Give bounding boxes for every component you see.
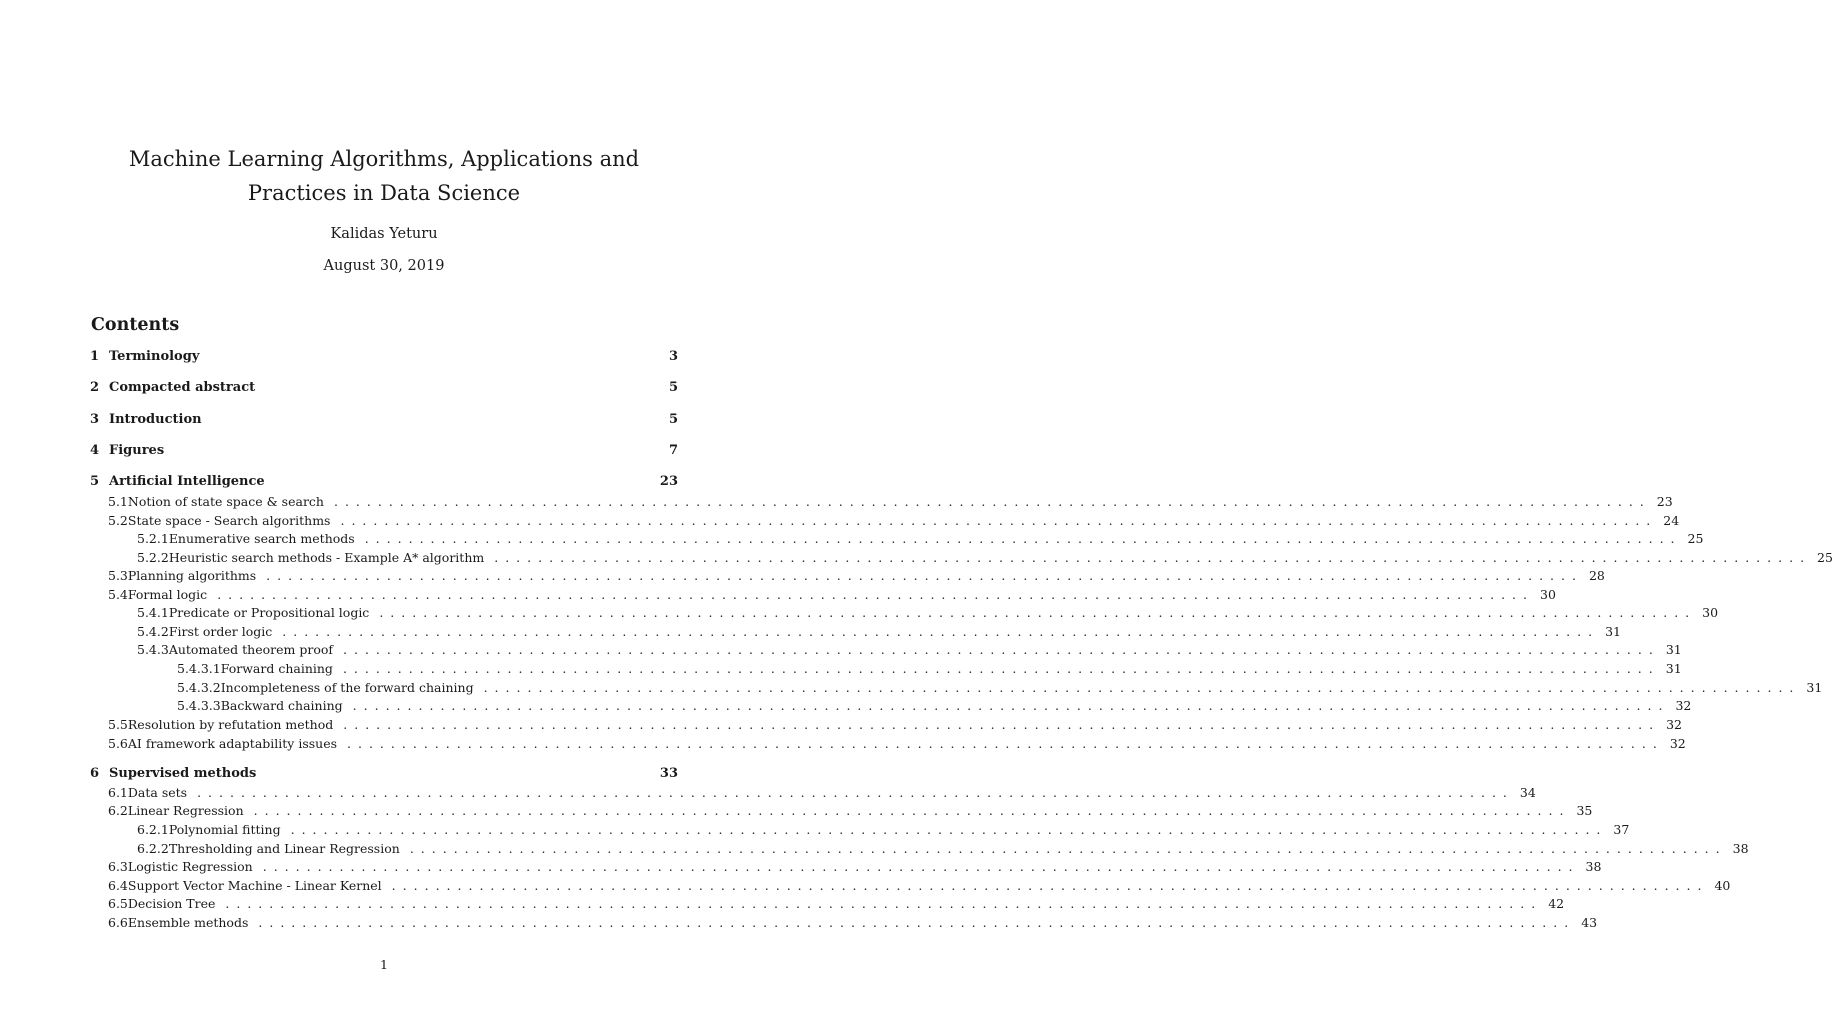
- toc-label: Artificial Intelligence: [109, 474, 265, 489]
- toc-number: 6.4: [108, 878, 128, 893]
- toc-page-number: 38: [1585, 859, 1602, 874]
- toc-number: 1: [90, 349, 100, 364]
- toc-number: 6.2.1: [137, 822, 169, 837]
- toc-page-number: 25: [1687, 531, 1704, 546]
- toc-number: 5.4.3.3: [177, 698, 221, 713]
- document-title: Machine Learning Algorithms, Applications and Practices in Data Science: [128, 147, 640, 205]
- toc-number: 5.5: [108, 717, 128, 732]
- toc-entry[interactable]: [108, 736, 1686, 754]
- toc-page-number: 25: [1817, 550, 1833, 565]
- toc-entry[interactable]: [137, 642, 1682, 660]
- toc-page-number: 38: [1732, 841, 1749, 856]
- toc-label: Data sets: [127, 785, 188, 800]
- toc-page-number: 30: [1702, 605, 1719, 620]
- toc-page-number: 5: [668, 380, 678, 395]
- toc-number: 6.1: [108, 785, 128, 800]
- toc-page-number: 31: [1665, 642, 1682, 657]
- toc-number: 6.2: [108, 803, 128, 818]
- toc-page-number: 23: [659, 474, 678, 489]
- toc-number: 5.2.1: [137, 531, 169, 546]
- toc-page-number: 7: [668, 443, 678, 458]
- toc-page-number: 42: [1548, 896, 1565, 911]
- toc-number: 3: [90, 412, 100, 427]
- toc-page-number: 5: [668, 412, 678, 427]
- toc-leader-dots: ........................................................................................................................: [253, 803, 1571, 818]
- toc-number: 5.4.2: [137, 624, 169, 639]
- toc-leader-dots: ........................................................................................................................: [290, 822, 1608, 837]
- toc-page-number: 33: [659, 766, 678, 781]
- toc-entry[interactable]: [90, 474, 678, 492]
- document-date: August 30, 2019: [323, 258, 445, 274]
- toc-entry[interactable]: [90, 349, 678, 367]
- toc-label: Resolution by refutation method: [127, 717, 334, 732]
- toc-page-number: 40: [1714, 878, 1731, 893]
- toc-leader-dots: ........................................................................................................................: [494, 550, 1812, 565]
- toc-leader-dots: ........................................................................................................................: [266, 568, 1583, 583]
- toc-entry[interactable]: [90, 766, 678, 784]
- toc-number: 5.4.1: [137, 605, 169, 620]
- toc-label: Predicate or Propositional logic: [168, 605, 370, 620]
- toc-label: Polynomial fitting: [168, 822, 281, 837]
- toc-label: AI framework adaptability issues: [127, 736, 338, 751]
- toc-entry[interactable]: [108, 785, 1536, 803]
- toc-leader-dots: ........................................................................................................................: [391, 878, 1709, 893]
- toc-number: 6.3: [108, 859, 128, 874]
- toc-number: 6: [90, 766, 100, 781]
- toc-label: First order logic: [168, 624, 273, 639]
- contents-heading: Contents: [91, 315, 180, 335]
- toc-page-number: 24: [1663, 513, 1680, 528]
- toc-number: 5.4.3: [137, 642, 169, 657]
- toc-number: 5.2: [108, 513, 128, 528]
- toc-page-number: 31: [1605, 624, 1621, 639]
- toc-page-number: 35: [1576, 803, 1593, 818]
- toc-number: 5.4.3.2: [177, 680, 221, 695]
- toc-page-number: 32: [1666, 717, 1682, 732]
- toc-label: State space - Search algorithms: [127, 513, 331, 528]
- toc-leader-dots: ........................................................................................................................: [225, 896, 1543, 911]
- toc-entry[interactable]: [108, 587, 1556, 605]
- toc-label: Support Vector Machine - Linear Kernel: [127, 878, 382, 893]
- toc-number: 6.5: [108, 896, 128, 911]
- toc-number: 5: [90, 474, 100, 489]
- toc-entry[interactable]: [177, 680, 1823, 698]
- toc-entry[interactable]: [108, 915, 1598, 933]
- toc-label: Heuristic search methods - Example A* algorithm: [168, 550, 485, 565]
- toc-number: 5.3: [108, 568, 128, 583]
- toc-leader-dots: ........................................................................................................................: [347, 736, 1664, 751]
- toc-leader-dots: ........................................................................................................................: [197, 785, 1514, 800]
- toc-leader-dots: ........................................................................................................................: [342, 661, 1660, 676]
- toc-label: Forward chaining: [220, 661, 333, 676]
- toc-label: Notion of state space & search: [127, 494, 324, 509]
- toc-leader-dots: ........................................................................................................................: [340, 513, 1658, 528]
- toc-entry[interactable]: [108, 896, 1565, 914]
- toc-page-number: 43: [1581, 915, 1598, 930]
- toc-entry[interactable]: [108, 859, 1602, 877]
- toc-leader-dots: ........................................................................................................................: [217, 587, 1534, 602]
- toc-page-number: 23: [1656, 494, 1673, 509]
- toc-number: 6.6: [108, 915, 128, 930]
- toc-label: Incompleteness of the forward chaining: [220, 680, 474, 695]
- toc-entry[interactable]: [108, 494, 1673, 512]
- toc-entry[interactable]: [177, 698, 1692, 716]
- toc-entry[interactable]: [90, 380, 678, 398]
- toc-label: Ensemble methods: [127, 915, 249, 930]
- toc-label: Backward chaining: [220, 698, 343, 713]
- toc-page-number: 32: [1675, 698, 1692, 713]
- toc-label: Supervised methods: [109, 766, 257, 781]
- page-number: 1: [380, 957, 388, 972]
- toc-entry[interactable]: [137, 531, 1704, 549]
- toc-entry[interactable]: [137, 605, 1719, 623]
- toc-entry[interactable]: [108, 568, 1605, 586]
- toc-leader-dots: ........................................................................................................................: [364, 531, 1682, 546]
- toc-label: Introduction: [109, 412, 202, 427]
- toc-entry[interactable]: [108, 513, 1680, 531]
- toc-leader-dots: ........................................................................................................................: [262, 859, 1580, 874]
- toc-page-number: 32: [1669, 736, 1686, 751]
- toc-entry[interactable]: [108, 878, 1731, 896]
- toc-label: Decision Tree: [127, 896, 216, 911]
- toc-entry[interactable]: [177, 661, 1682, 679]
- toc-entry[interactable]: [90, 412, 678, 430]
- toc-page-number: 31: [1665, 661, 1682, 676]
- toc-leader-dots: ........................................................................................................................: [343, 642, 1660, 657]
- toc-page-number: 31: [1806, 680, 1823, 695]
- toc-entry[interactable]: [90, 443, 678, 461]
- toc-entry[interactable]: [137, 841, 1749, 859]
- toc-label: Enumerative search methods: [168, 531, 355, 546]
- toc-label: Figures: [109, 443, 165, 458]
- toc-page-number: 34: [1519, 785, 1536, 800]
- toc-label: Formal logic: [127, 587, 208, 602]
- toc-entry[interactable]: [108, 803, 1593, 821]
- toc-page-number: 3: [668, 349, 678, 364]
- toc-leader-dots: ........................................................................................................................: [333, 494, 1651, 509]
- toc-entry[interactable]: [137, 822, 1630, 840]
- toc-label: Linear Regression: [127, 803, 244, 818]
- document-author: Kalidas Yeturu: [330, 226, 438, 242]
- toc-number: 5.2.2: [137, 550, 169, 565]
- toc-leader-dots: ........................................................................................................................: [352, 698, 1670, 713]
- toc-leader-dots: ........................................................................................................................: [282, 624, 1600, 639]
- toc-label: Planning algorithms: [127, 568, 257, 583]
- toc-number: 6.2.2: [137, 841, 169, 856]
- toc-page-number: 37: [1613, 822, 1630, 837]
- toc-leader-dots: ........................................................................................................................: [343, 717, 1661, 732]
- toc-label: Thresholding and Linear Regression: [168, 841, 400, 856]
- toc-entry[interactable]: [137, 550, 1833, 568]
- toc-page-number: 28: [1588, 568, 1605, 583]
- toc-number: 5.6: [108, 736, 128, 751]
- toc-number: 4: [90, 443, 100, 458]
- toc-number: 5.4: [108, 587, 128, 602]
- toc-number: 2: [90, 380, 100, 395]
- toc-entry[interactable]: [108, 717, 1682, 735]
- toc-leader-dots: ........................................................................................................................: [379, 605, 1697, 620]
- toc-number: 5.4.3.1: [177, 661, 221, 676]
- toc-entry[interactable]: [137, 624, 1621, 642]
- toc-label: Logistic Regression: [127, 859, 253, 874]
- toc-page-number: 30: [1540, 587, 1556, 602]
- toc-label: Automated theorem proof: [168, 642, 333, 657]
- toc-leader-dots: ........................................................................................................................: [258, 915, 1576, 930]
- toc-number: 5.1: [108, 494, 128, 509]
- toc-leader-dots: ........................................................................................................................: [483, 680, 1801, 695]
- toc-label: Terminology: [109, 349, 200, 364]
- toc-label: Compacted abstract: [109, 380, 256, 395]
- toc-leader-dots: ........................................................................................................................: [409, 841, 1727, 856]
